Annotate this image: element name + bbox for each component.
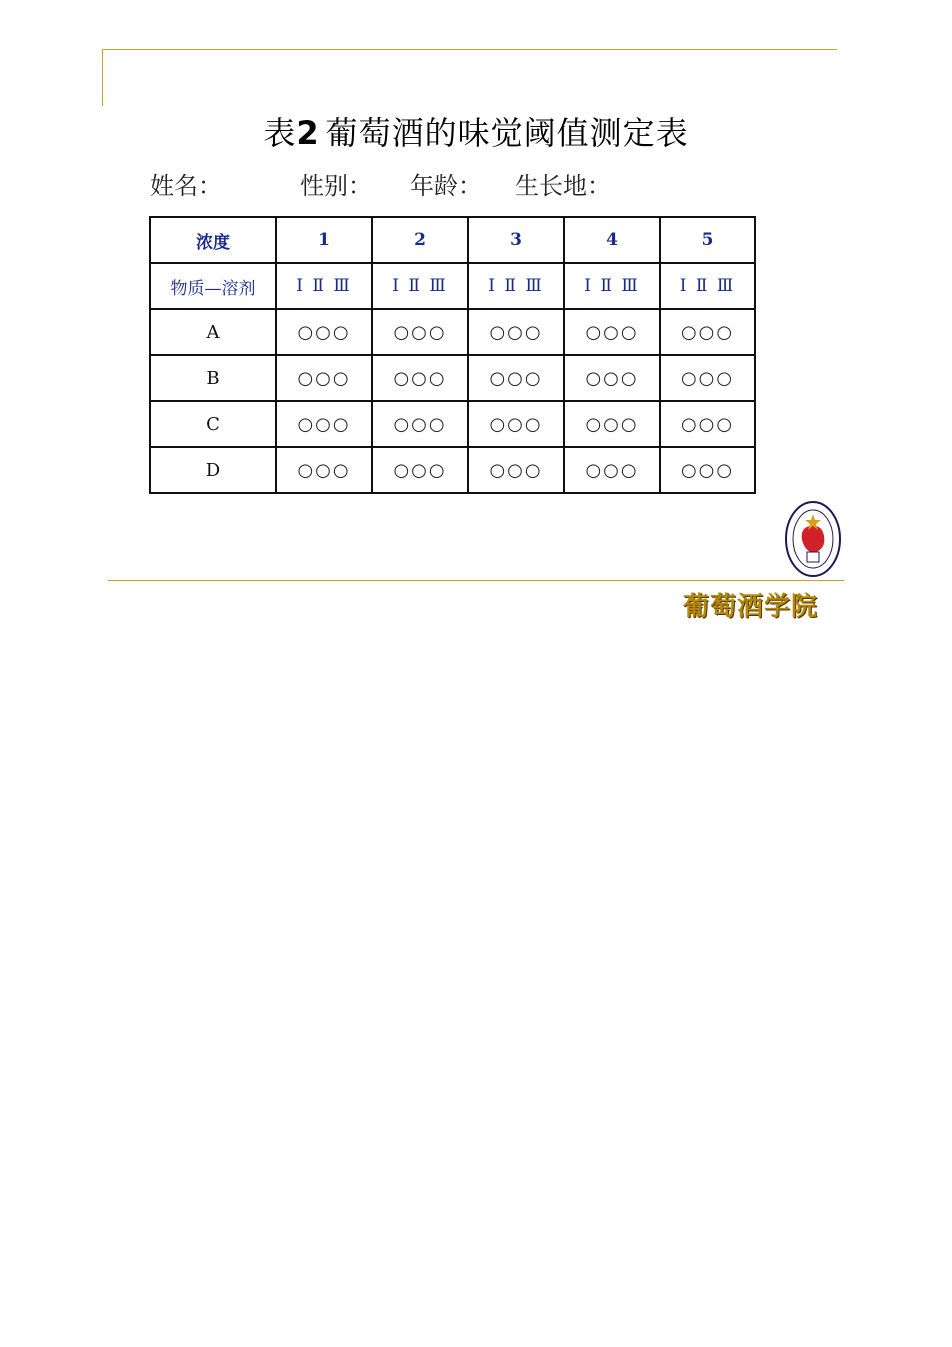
name-label: 姓名： (150, 172, 222, 200)
level-header: 1 (276, 217, 372, 263)
row-label: B (150, 355, 276, 401)
row-label: C (150, 401, 276, 447)
college-seal-logo (784, 500, 842, 578)
circle-options[interactable]: ○○○ (276, 447, 372, 493)
row-label: D (150, 447, 276, 493)
level-header: 5 (660, 217, 755, 263)
table-row (150, 401, 755, 447)
circle-options[interactable]: ○○○ (660, 355, 755, 401)
circle-options[interactable]: ○○○ (372, 309, 468, 355)
header-row-solute (150, 263, 755, 309)
frame-top-line (102, 49, 837, 50)
table-row (150, 309, 755, 355)
circle-options[interactable]: ○○○ (276, 401, 372, 447)
circle-options[interactable]: ○○○ (372, 447, 468, 493)
circle-options[interactable]: ○○○ (660, 447, 755, 493)
circle-options[interactable]: ○○○ (564, 401, 660, 447)
age-label: 年龄： (410, 172, 482, 200)
circle-options[interactable]: ○○○ (564, 447, 660, 493)
level-header: 4 (564, 217, 660, 263)
circle-options[interactable]: ○○○ (276, 355, 372, 401)
threshold-table (149, 216, 756, 494)
circle-options[interactable]: ○○○ (660, 309, 755, 355)
gender-label: 性别： (300, 172, 372, 200)
table-row (150, 355, 755, 401)
circle-options[interactable]: ○○○ (468, 309, 564, 355)
circle-options[interactable]: ○○○ (564, 355, 660, 401)
level-header: 2 (372, 217, 468, 263)
concentration-header: 浓度 (150, 217, 276, 263)
title-number: 2 (296, 114, 320, 152)
page-title (0, 108, 952, 154)
roman-numerals: Ⅰ Ⅱ Ⅲ (276, 263, 372, 309)
header-row-concentration (150, 217, 755, 263)
table-row (150, 447, 755, 493)
college-name-footer: 葡萄酒学院 (683, 592, 819, 622)
solute-solvent-header: 物质—溶剂 (150, 263, 276, 309)
circle-options[interactable]: ○○○ (372, 401, 468, 447)
roman-numerals: Ⅰ Ⅱ Ⅲ (468, 263, 564, 309)
frame-bottom-line (108, 580, 844, 581)
circle-options[interactable]: ○○○ (660, 401, 755, 447)
circle-options[interactable]: ○○○ (468, 447, 564, 493)
info-row (0, 166, 952, 202)
roman-numerals: Ⅰ Ⅱ Ⅲ (660, 263, 755, 309)
level-header: 3 (468, 217, 564, 263)
circle-options[interactable]: ○○○ (468, 401, 564, 447)
circle-options[interactable]: ○○○ (564, 309, 660, 355)
row-label: A (150, 309, 276, 355)
circle-options[interactable]: ○○○ (468, 355, 564, 401)
title-text: 葡萄酒的味觉阈值测定表 (325, 114, 689, 152)
title-prefix: 表 (263, 114, 297, 152)
circle-options[interactable]: ○○○ (276, 309, 372, 355)
roman-numerals: Ⅰ Ⅱ Ⅲ (372, 263, 468, 309)
birthplace-label: 生长地： (515, 172, 611, 200)
circle-options[interactable]: ○○○ (372, 355, 468, 401)
roman-numerals: Ⅰ Ⅱ Ⅲ (564, 263, 660, 309)
frame-left-line (102, 49, 103, 106)
